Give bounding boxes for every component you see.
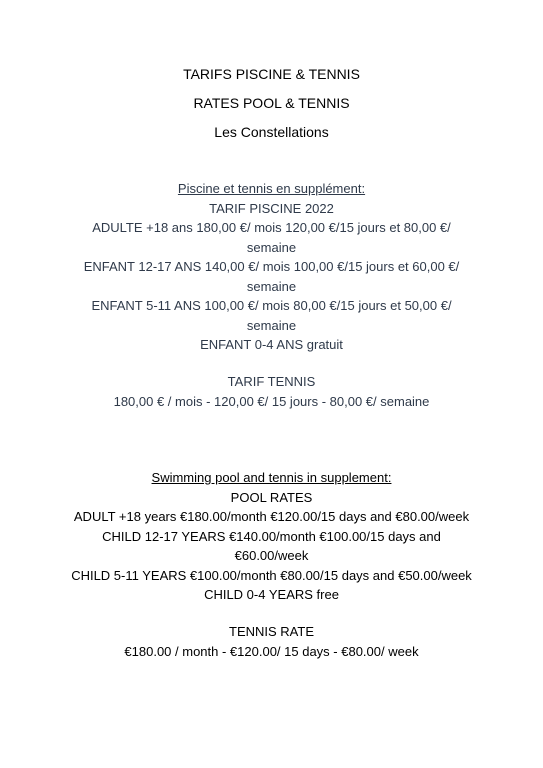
english-tennis-title: TENNIS RATE (229, 624, 314, 639)
french-tennis-title: TARIF TENNIS (227, 374, 316, 389)
title-english-wrap (40, 94, 503, 113)
title-english: RATES POOL & TENNIS (193, 95, 350, 111)
french-rate-line: semaine (246, 278, 297, 294)
title-french: TARIFS PISCINE & TENNIS (183, 66, 360, 82)
french-tennis-rate: 180,00 € / mois - 120,00 €/ 15 jours - 80,00 €/ semaine (113, 393, 430, 409)
english-pool-title: POOL RATES (230, 489, 313, 505)
english-rate-line: ADULT +18 years €180.00/month €120.00/15 days and €80.00/week (73, 509, 470, 524)
english-tennis-section (40, 622, 503, 661)
french-heading: Piscine et tennis en supplément: (177, 181, 366, 196)
english-rate-line: CHILD 0-4 YEARS free (204, 587, 339, 602)
french-section (40, 179, 503, 355)
subtitle-wrap (40, 123, 503, 142)
english-rate-line: €60.00/week (234, 548, 309, 563)
english-section (40, 468, 503, 605)
french-rate-line: ENFANT 5-11 ANS 100,00 €/ mois 80,00 €/15 jours et 50,00 €/ (91, 298, 452, 313)
english-tennis-rate: €180.00 / month - €120.00/ 15 days - €80.00/ week (124, 643, 419, 659)
french-pool-title: TARIF PISCINE 2022 (209, 200, 334, 216)
french-rate-line: ENFANT 0-4 ANS gratuit (200, 337, 343, 352)
french-rate-line: semaine (246, 317, 297, 333)
french-tennis-section (40, 372, 503, 411)
subtitle: Les Constellations (214, 124, 329, 140)
french-rate-line: ADULTE +18 ans 180,00 €/ mois 120,00 €/15 jours et 80,00 €/ (92, 220, 451, 235)
french-rate-line: ENFANT 12-17 ANS 140,00 €/ mois 100,00 €/15 jours et 60,00 €/ (83, 259, 460, 274)
document-header (40, 65, 503, 84)
english-rate-line: CHILD 12-17 YEARS €140.00/month €100.00/15 days and (102, 528, 441, 544)
english-heading: Swimming pool and tennis in supplement: (151, 470, 392, 485)
french-rate-line: semaine (246, 239, 297, 255)
english-rate-line: CHILD 5-11 YEARS €100.00/month €80.00/15 days and €50.00/week (71, 567, 472, 583)
